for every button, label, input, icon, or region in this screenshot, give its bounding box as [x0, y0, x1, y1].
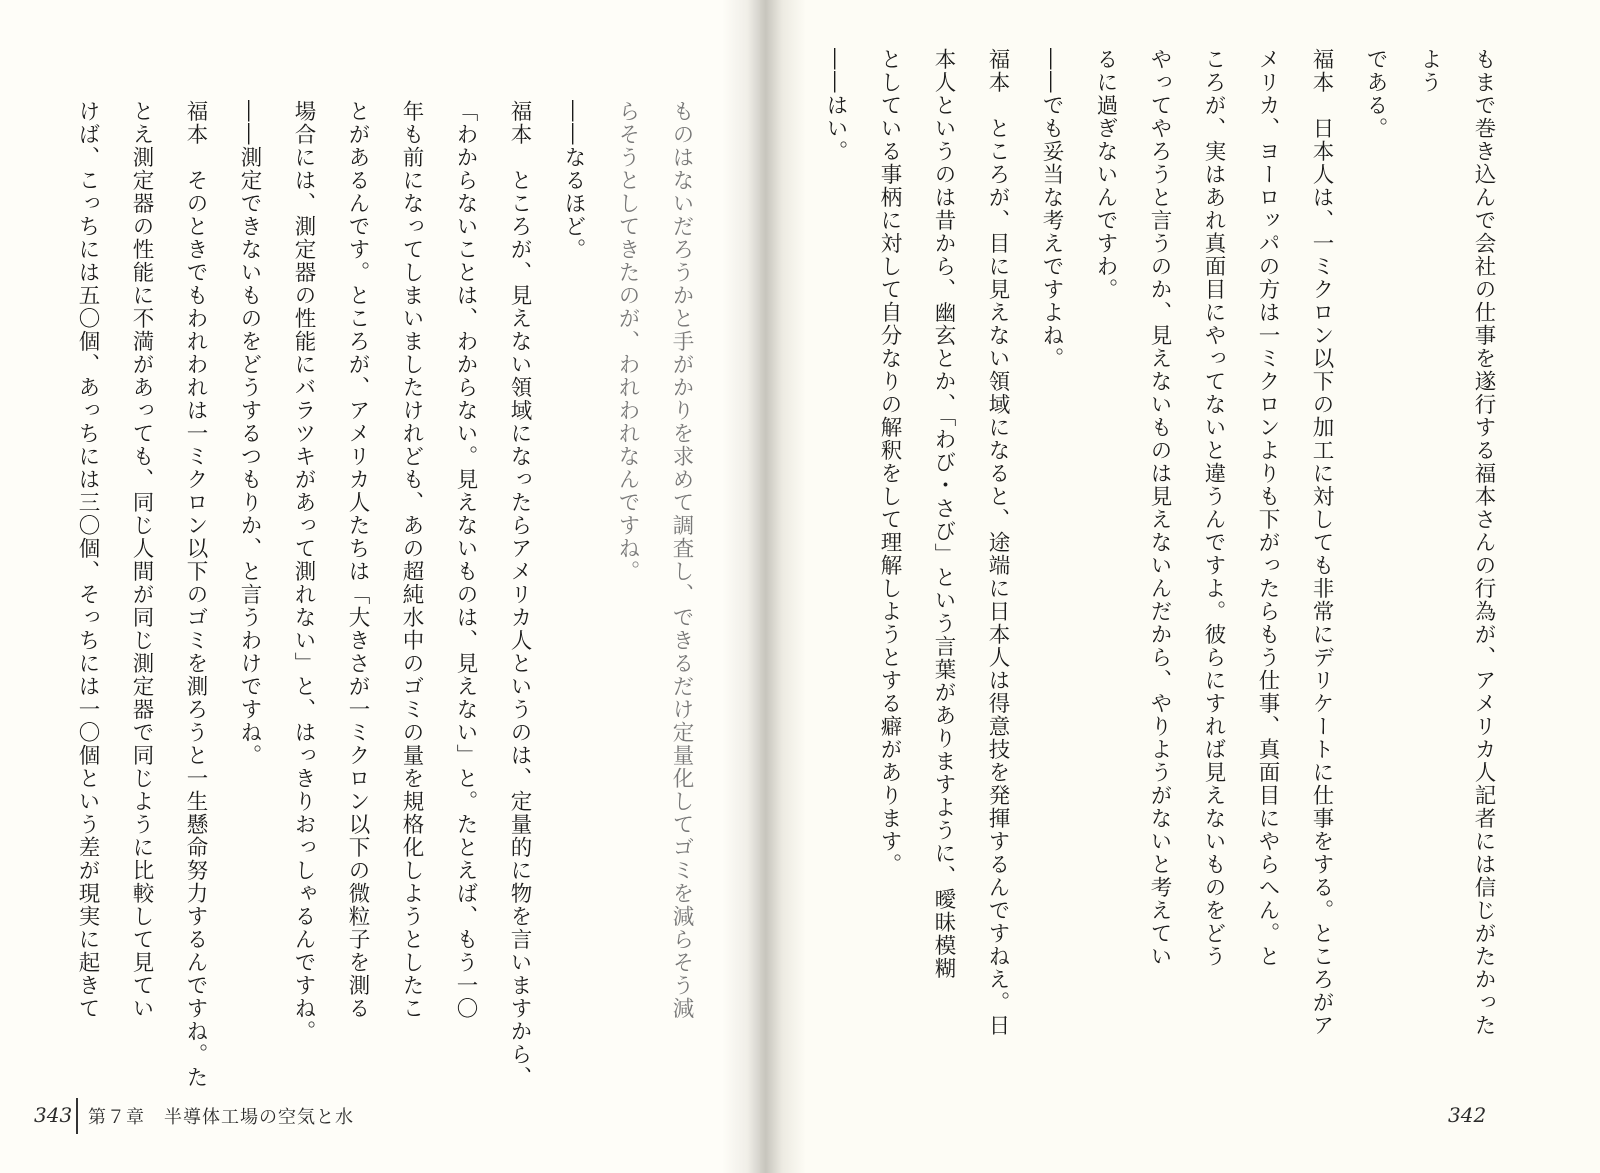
body-line [48, 100, 60, 1110]
body-line: 場合には、測定器の性能にバラツキがあって測れない」と、はっきりおっしゃるんですね。 [291, 100, 316, 1043]
body-line: 「わからないことは、わからない。見えないものは、見えない」と。たとえば、もう一〇 [453, 100, 478, 1020]
body-line: やってやろうと言うのか、見えないものは見えないんだから、やりようがないと考えてい [1147, 48, 1172, 968]
body-line: ――なるほど。 [561, 100, 586, 261]
body-line: ものはないだろうかと手がかりを求めて調査し、できるだけ定量化してゴミを減らそう減 [669, 100, 694, 1020]
right-page-body [800, 48, 1510, 1058]
body-line [800, 48, 808, 1058]
body-line: とえ測定器の性能に不満があっても、同じ人間が同じ測定器で同じように比較して見てい [129, 100, 154, 1020]
footer-divider [76, 1098, 78, 1134]
body-line: もまで巻き込んで会社の仕事を遂行する福本さんの行為が、アメリカ人記者には信じがたかったよう [1417, 48, 1496, 1037]
page-number-right: 342 [1448, 1103, 1487, 1127]
body-line: るに過ぎないんですわ。 [1093, 48, 1118, 301]
body-line: 福本 ところが、目に見えない領域になると、途端に日本人は得意技を発揮するんですねえ。日 [985, 48, 1010, 1037]
body-line: けば、こっちには五〇個、あっちには三〇個、そっちには一〇個という差が現実に起きて [75, 100, 100, 1020]
body-line: ――でも妥当な考えですよね。 [1039, 48, 1064, 370]
body-line: 福本 ところが、見えない領域になったらアメリカ人というのは、定量的に物を言いますから、 [507, 100, 532, 1089]
body-line: とがあるんです。ところが、アメリカ人たちは「大きさが一ミクロン以下の微粒子を測る [345, 100, 370, 1020]
body-line: ――測定できないものをどうするつもりか、と言うわけですね。 [237, 100, 262, 767]
body-line: メリカ、ヨーロッパの方は一ミクロンよりも下がったらもう仕事、真面目にやらへん。と [1255, 48, 1280, 968]
body-line: 年も前になってしまいましたけれども、あの超純水中のゴミの量を規格化しようとしたこ [399, 100, 424, 1020]
body-line: 本人というのは昔から、幽玄とか、「わび・さび」という言葉がありますように、曖昧模糊 [931, 48, 956, 981]
body-line: である。 [1363, 48, 1388, 140]
body-line: としている事柄に対して自分なりの解釈をして理解しようとする癖があります。 [877, 48, 902, 876]
body-line: らそうとしてきたのが、われわれなんですね。 [615, 100, 640, 583]
page-number-left: 343 [34, 1103, 73, 1127]
right-page [760, 0, 1600, 1173]
left-page-body [48, 100, 708, 1110]
body-line: ころが、実はあれ真面目にやってないと違うんですよ。彼らにすれば見えないものをどう [1201, 48, 1226, 968]
running-head: 第７章 半導体工場の空気と水 [88, 1107, 354, 1128]
body-line: 福本 そのときでもわれわれは一ミクロン以下のゴミを測ろうと一生懸命努力するんですね。た [183, 100, 208, 1089]
body-line: 福本 日本人は、一ミクロン以下の加工に対しても非常にデリケートに仕事をする。ところがア [1309, 48, 1334, 1037]
left-page [0, 0, 760, 1173]
body-line: ――はい。 [823, 48, 848, 163]
